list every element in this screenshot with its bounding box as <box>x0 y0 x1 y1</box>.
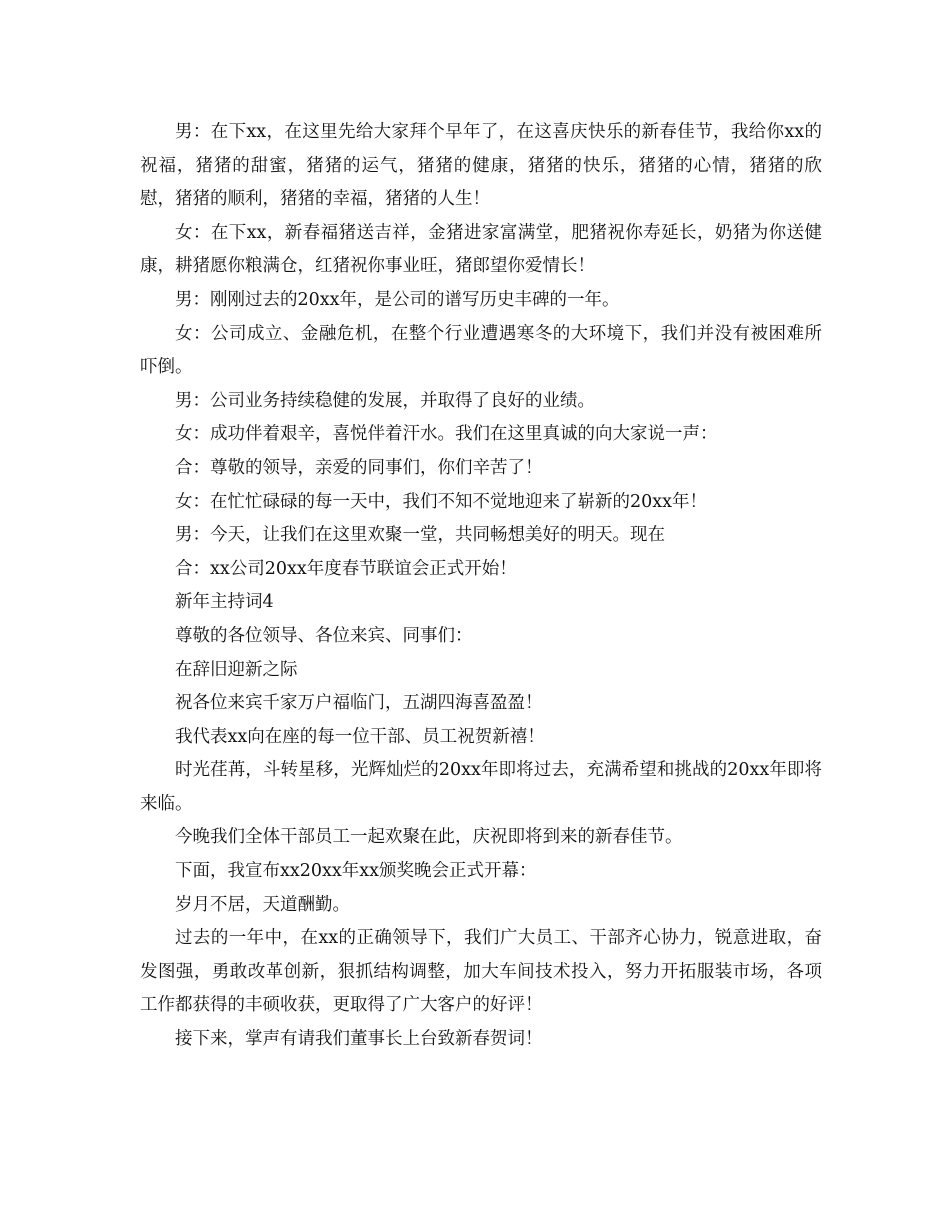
paragraph-17: 今晚我们全体干部员工一起欢聚在此，庆祝即将到来的新春佳节。 <box>175 827 683 848</box>
document-body <box>140 116 822 1057</box>
paragraph-2: 女：在下xx，新春福猪送吉祥，金猪进家富满堂，肥猪祝你寿延长，奶猪为你送健康，耕猪愿你粮满仓，红猪祝你事业旺，猪郎望你爱情长！ <box>140 222 822 277</box>
paragraph-16: 时光荏苒，斗转星移，光辉灿烂的20xx年即将过去，充满希望和挑战的20xx年即将来临。 <box>140 760 822 814</box>
paragraph-14: 祝各位来宾千家万户福临门，五湖四海喜盈盈！ <box>175 693 543 714</box>
paragraph-9: 男：今天，让我们在这里欢聚一堂，共同畅想美好的明天。现在 <box>175 525 665 546</box>
paragraph-13: 在辞旧迎新之际 <box>175 659 298 680</box>
section-heading: 新年主持词4 <box>175 592 274 613</box>
paragraph-15: 我代表xx向在座的每一位干部、员工祝贺新禧！ <box>175 726 545 747</box>
paragraph-19: 岁月不居，天道酬勤。 <box>175 894 350 915</box>
paragraph-21: 接下来，掌声有请我们董事长上台致新春贺词！ <box>175 1029 543 1050</box>
paragraph-3: 男：刚刚过去的20xx年，是公司的谱写历史丰碑的一年。 <box>175 289 620 310</box>
paragraph-18: 下面，我宣布xx20xx年xx颁奖晚会正式开幕： <box>175 861 537 882</box>
paragraph-10: 合：xx公司20xx年度春节联谊会正式开始！ <box>175 558 517 579</box>
paragraph-20: 过去的一年中，在xx的正确领导下，我们广大员工、干部齐心协力，锐意进取，奋发图强，勇敢改革创新，狠抓结构调整，加大车间技术投入，努力开拓服装市场，各项工作都获得的丰硕收获，更取得了广大客户的好评！ <box>140 928 822 1016</box>
paragraph-4: 女：公司成立、金融危机，在整个行业遭遇寒冬的大环境下，我们并没有被困难所吓倒。 <box>140 323 822 378</box>
paragraph-6: 女：成功伴着艰辛，喜悦伴着汗水。我们在这里真诚的向大家说一声： <box>175 424 718 445</box>
paragraph-8: 女：在忙忙碌碌的每一天中，我们不知不觉地迎来了崭新的20xx年！ <box>175 491 708 512</box>
paragraph-12: 尊敬的各位领导、各位来宾、同事们： <box>175 625 473 646</box>
paragraph-7: 合：尊敬的领导，亲爱的同事们，你们辛苦了！ <box>175 457 543 478</box>
paragraph-5: 男：公司业务持续稳健的发展，并取得了良好的业绩。 <box>175 390 595 411</box>
paragraph-1: 男：在下xx，在这里先给大家拜个早年了，在这喜庆快乐的新春佳节，我给你xx的祝福，猪猪的甜蜜，猪猪的运气，猪猪的健康，猪猪的快乐，猪猪的心情，猪猪的欣慰，猪猪的顺利，猪猪的幸福，猪猪的人生！ <box>140 122 822 210</box>
